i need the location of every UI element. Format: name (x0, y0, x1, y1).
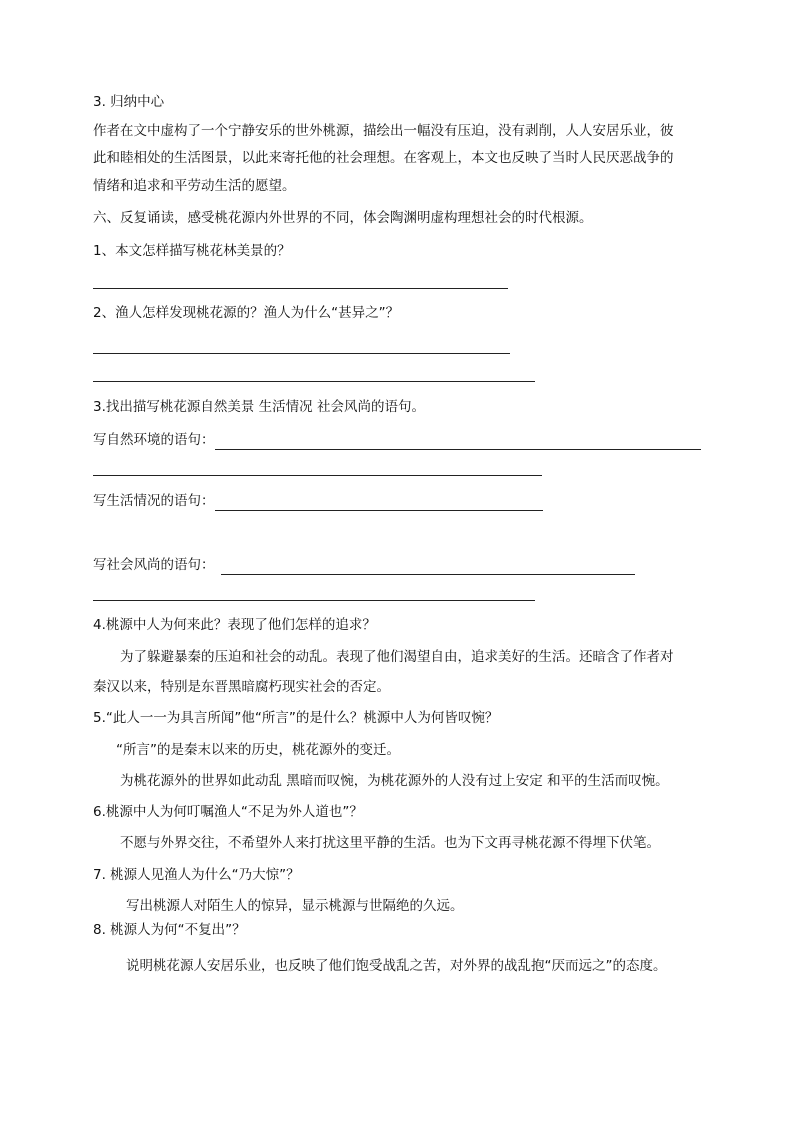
answer-6: 不愿与外界交往，不希望外人来打扰这里平静的生活。也为下文再寻桃花源不得埋下伏笔。 (120, 835, 660, 851)
nature-answer-line-2[interactable] (93, 475, 542, 476)
answer-4-line-1: 为了躲避暴秦的压迫和社会的动乱。表现了他们渴望自由，追求美好的生活。还暗含了作者对 (120, 649, 674, 665)
question-2: 2、渔人怎样发现桃花源的？渔人为什么“甚异之”？ (93, 305, 400, 321)
custom-answer-row (93, 555, 635, 575)
section3-para-line-1: 作者在文中虚构了一个宁静安乐的世外桃源，描绘出一幅没有压迫，没有剥削，人人安居乐业，彼 (93, 123, 674, 139)
answer-line-q2-1[interactable] (93, 353, 510, 354)
custom-answer-line-2[interactable] (93, 600, 535, 601)
answer-5-line-2: 为桃花源外的世界如此动乱 黑暗而叹惋，为桃花源外的人没有过上安定 和平的生活而叹惋。 (120, 773, 669, 789)
nature-answer-row (93, 430, 701, 450)
answer-line-q1[interactable] (93, 288, 508, 289)
question-1: 1、本文怎样描写桃花林美景的？ (93, 243, 291, 259)
answer-4-line-2: 秦汉以来，特别是东晋黑暗腐朽现实社会的否定。 (93, 679, 390, 695)
question-5: 5.“此人一一为具言所闻”他“所言”的是什么？桃源中人为何皆叹惋？ (93, 710, 499, 726)
answer-5-line-1: “所言”的是秦末以来的历史，桃花源外的变迁。 (116, 742, 400, 758)
section6-title: 六、反复诵读，感受桃花源内外世界的不同，体会陶渊明虚构理想社会的时代根源。 (93, 210, 593, 226)
section3-title: 3. 归纳中心 (93, 94, 165, 110)
question-6: 6.桃源中人为何叮嘱渔人“不足为外人道也”？ (93, 804, 363, 820)
answer-8: 说明桃花源人安居乐业，也反映了他们饱受战乱之苦，对外界的战乱抱“厌而远之”的态度。 (126, 958, 667, 974)
nature-answer-line[interactable] (215, 435, 701, 450)
question-3: 3.找出描写桃花源自然美景 生活情况 社会风尚的语句。 (93, 399, 425, 415)
custom-answer-line[interactable] (221, 560, 635, 575)
question-4: 4.桃源中人为何来此？表现了他们怎样的追求？ (93, 617, 376, 633)
answer-line-q2-2[interactable] (93, 381, 535, 382)
question-7: 7. 桃源人见渔人为什么“乃大惊”？ (93, 867, 300, 883)
section3-para-line-2: 此和睦相处的生活图景，以此来寄托他的社会理想。在客观上，本文也反映了当时人民厌恶战争的 (93, 150, 674, 166)
answer-7: 写出桃源人对陌生人的惊异，显示桃源与世隔绝的久远。 (126, 898, 464, 914)
question-8: 8. 桃源人为何“不复出”？ (93, 922, 246, 938)
life-answer-line[interactable] (215, 496, 543, 511)
custom-label: 写社会风尚的语句： (93, 557, 215, 573)
life-label: 写生活情况的语句： (93, 493, 215, 509)
life-answer-row (93, 491, 543, 511)
nature-label: 写自然环境的语句： (93, 432, 215, 448)
section3-para-line-3: 情绪和追求和平劳动生活的愿望。 (93, 178, 296, 194)
